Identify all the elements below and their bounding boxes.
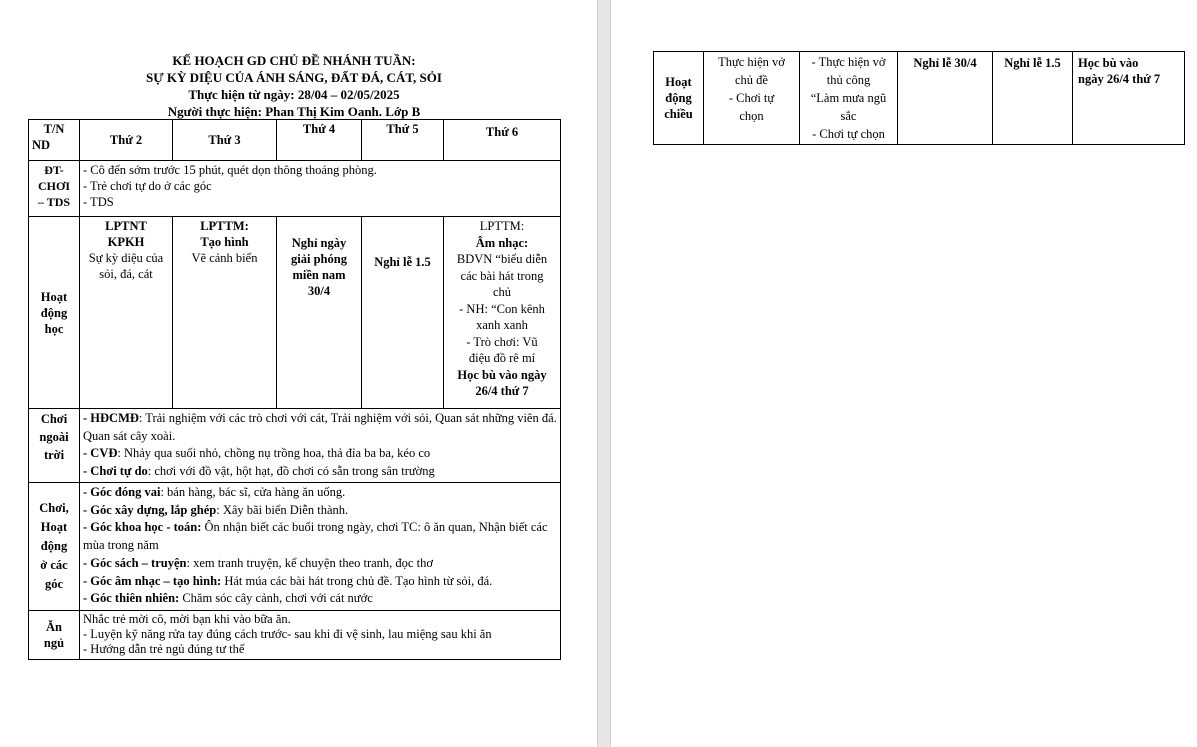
cvd-line: - CVĐ: Nhảy qua suối nhỏ, chồng nụ trồng hoa, thả đỉa ba ba, kéo co xyxy=(83,446,431,460)
header-teacher: Người thực hiện: Phan Thị Kim Oanh. Lớp B xyxy=(167,104,421,119)
goc-item: - Góc âm nhạc – tạo hình: Hát múa các bài hát trong chủ đề. Tạo hình từ sỏi, đá. xyxy=(83,573,493,588)
afternoon-table xyxy=(653,51,1185,145)
hdh-thu5: Nghỉ lễ 1.5 xyxy=(362,217,444,409)
hdh-thu6: LPTTM: Âm nhạc: BDVN “biểu diễn các bài hát trong chủ - NH: “Con kênh xanh xanh - Trò chơi: Vũ điệu đồ rê mí Học bù vào ngày 26/4 thứ 7 xyxy=(444,217,561,409)
chieu-thu2: Thực hiện vở chủ đề - Chơi tự chọn xyxy=(704,52,800,145)
header-dates: Thực hiện từ ngày: 28/04 – 02/05/2025 xyxy=(188,87,400,102)
header-cell-thu2: Thứ 2 xyxy=(80,120,173,161)
row-label-don-tre: ĐT- CHƠI – TDS xyxy=(29,161,80,217)
row-label-choi-goc: Chơi, Hoạt động ở các góc xyxy=(29,483,80,611)
goc-item: - Góc sách – truyện: xem tranh truyện, kể chuyện theo tranh, đọc thơ xyxy=(83,555,433,570)
hdh-thu3: LPTTM: Tạo hình Vẽ cảnh biển xyxy=(173,217,277,409)
header-cell-thu5: Thứ 5 xyxy=(362,120,444,161)
page-gutter xyxy=(597,0,611,747)
row-don-tre xyxy=(29,161,561,217)
row-choi-ngoai-troi xyxy=(29,409,561,483)
header-cell-thu6: Thứ 6 xyxy=(444,120,561,161)
row-hoat-dong-chieu xyxy=(654,52,1185,145)
hdh-thu2: LPTNT KPKH Sự kỳ diệu của sỏi, đá, cát xyxy=(80,217,173,409)
goc-item: - Góc xây dựng, lắp ghép: Xây bãi biển Diễn thành. xyxy=(83,502,349,517)
row-hoat-dong-hoc xyxy=(29,217,561,409)
header-title-2: SỰ KỲ DIỆU CỦA ÁNH SÁNG, ĐẤT ĐÁ, CÁT, SỎI xyxy=(146,70,442,85)
header-cell-tnd: T/N ND xyxy=(29,120,80,161)
row-label-choi-ngoai-troi: Chơi ngoài trời xyxy=(29,409,80,483)
chieu-thu6: Học bù vào ngày 26/4 thứ 7 xyxy=(1073,52,1185,145)
row-label-hoat-dong-hoc: Hoạt động học xyxy=(29,217,80,409)
chieu-thu4: Nghỉ lễ 30/4 xyxy=(898,52,993,145)
row-label-hoat-dong-chieu: Hoạt động chiều xyxy=(654,52,704,145)
chieu-thu5: Nghỉ lễ 1.5 xyxy=(993,52,1073,145)
row-choi-goc xyxy=(29,483,561,611)
header-cell-thu3: Thứ 3 xyxy=(173,120,277,161)
choi-ngoai-troi-content xyxy=(80,409,561,483)
goc-item: - Góc thiên nhiên: Chăm sóc cây cảnh, chơi với cát nước xyxy=(83,591,373,606)
chieu-thu3: - Thực hiện vở thủ công “Làm mưa ngũ sắc - Chơi tự chọn xyxy=(800,52,898,145)
choi-goc-content xyxy=(80,483,561,611)
an-ngu-content: Nhắc trẻ mời cô, mời bạn khi vào bữa ăn. - Luyện kỹ năng rửa tay đúng cách trước- sau khi đi vệ sinh, lau miệng sau khi ăn - Hướng dẫn trẻ ngủ đúng tư thế xyxy=(80,611,561,660)
header-cell-thu4: Thứ 4 xyxy=(277,120,362,161)
row-an-ngu xyxy=(29,611,561,660)
plan-table xyxy=(28,119,561,660)
hdcmd-line: - HĐCMĐ: Trải nghiệm với các trò chơi với cát, Trải nghiệm với sỏi, Quan sát những viên đá. Quan sát cây xoài. xyxy=(83,411,557,443)
document-header xyxy=(28,52,560,120)
document-page-right xyxy=(611,0,1197,747)
don-tre-content: - Cô đến sớm trước 15 phút, quét dọn thông thoáng phòng. - Trẻ chơi tự do ở các góc - TDS xyxy=(80,161,561,217)
document-page-left xyxy=(0,0,597,747)
header-title-1: KẾ HOẠCH GD CHỦ ĐỀ NHÁNH TUẦN: xyxy=(172,53,416,68)
choi-tu-do-line: - Chơi tự do: chơi với đồ vật, hột hạt, đồ chơi có sẵn trong sân trường xyxy=(83,463,435,478)
goc-item: - Góc khoa học - toán: Ôn nhận biết các buổi trong ngày, chơi TC: ô ăn quan, Nhận biết các mùa trong năm xyxy=(83,520,548,553)
row-label-an-ngu: Ăn ngủ xyxy=(29,611,80,660)
goc-item: - Góc đóng vai: bán hàng, bác sĩ, cửa hàng ăn uống. xyxy=(83,485,346,499)
hdh-thu4: Nghỉ ngày giải phóng miền nam 30/4 xyxy=(277,217,362,409)
table-header-row xyxy=(29,120,561,161)
